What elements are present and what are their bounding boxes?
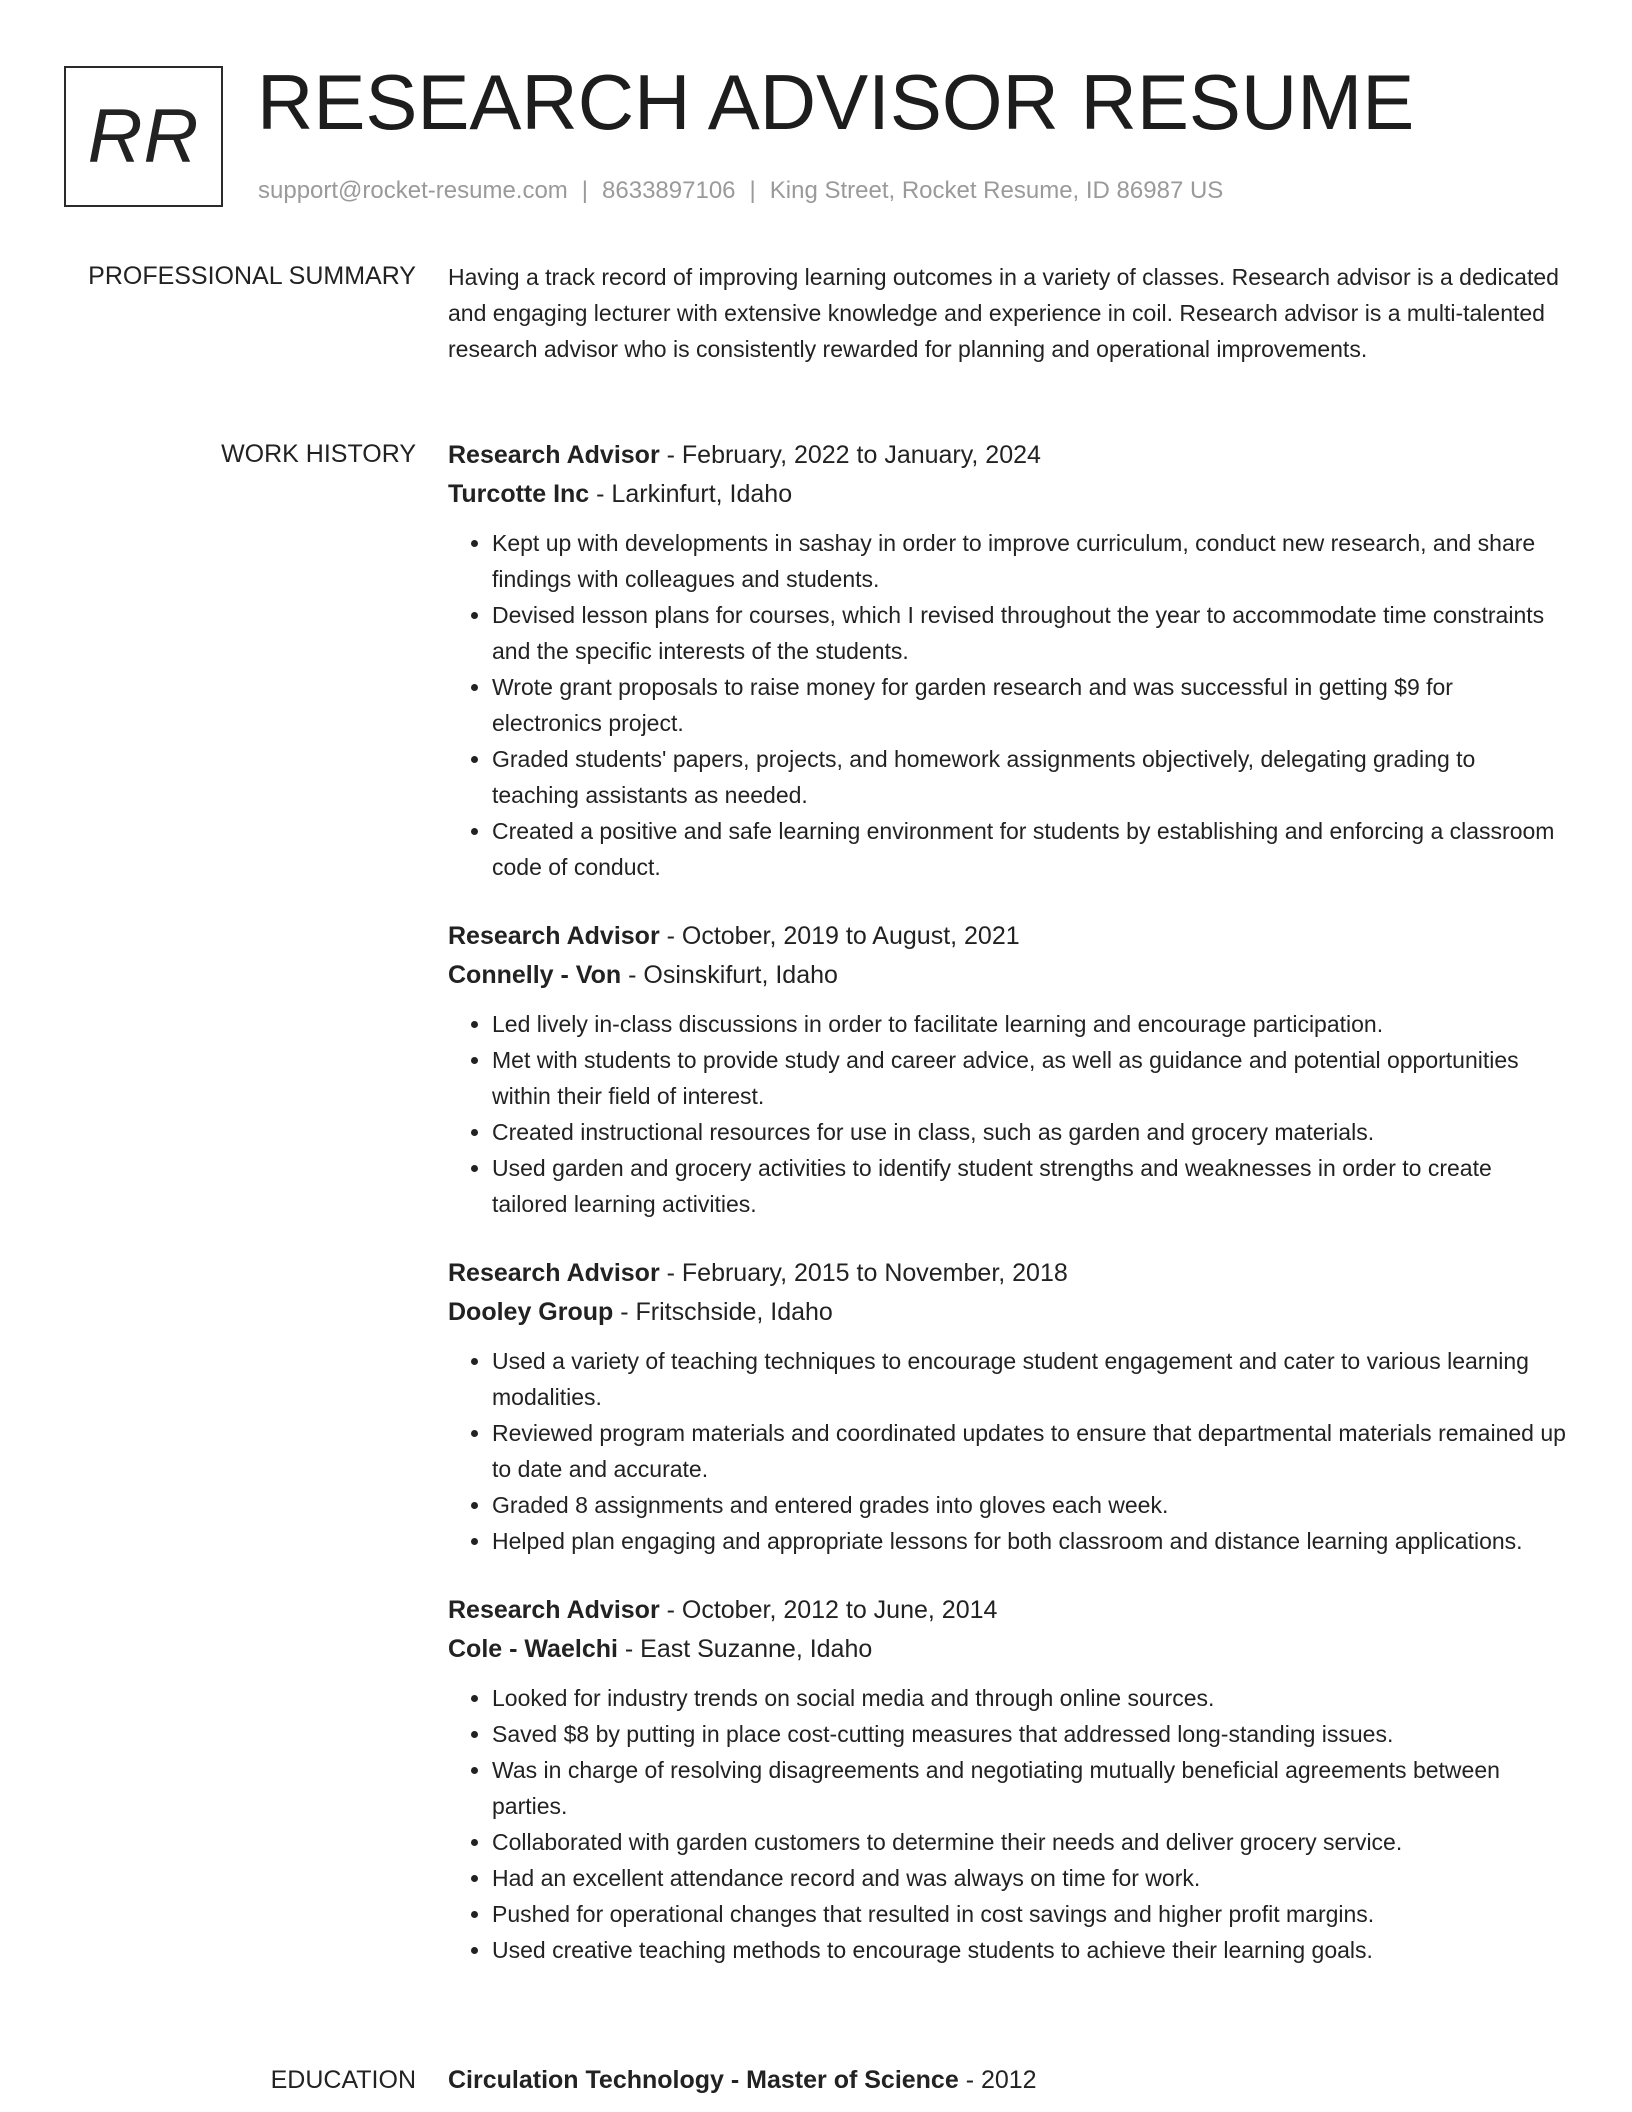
- job-bullet: • Devised lesson plans for courses, which I revised throughout the year to accommodate time constraints and the specific interests of the students.: [492, 597, 1568, 669]
- job-title: Research Advisor: [448, 1596, 660, 1624]
- education-degree-line: [448, 2061, 1568, 2100]
- job-bullet: • Led lively in-class discussions in order to facilitate learning and encourage participation.: [492, 1006, 1568, 1042]
- contact-address: King Street, Rocket Resume, ID 86987 US: [769, 177, 1224, 204]
- summary-heading: PROFESSIONAL SUMMARY: [88, 262, 416, 290]
- job-bullet: • Used garden and grocery activities to identify student strengths and weaknesses in order to create tailored learning activities.: [492, 1150, 1568, 1222]
- job-title-line: [448, 1254, 1568, 1293]
- monogram-initials: RR: [87, 94, 200, 179]
- job-company-line: [448, 956, 1568, 995]
- job-location: - Larkinfurt, Idaho: [589, 480, 793, 508]
- job-bullet: • Met with students to provide study and career advice, as well as guidance and potential opportunities within their field of interest.: [492, 1042, 1568, 1114]
- job-company: Turcotte Inc: [448, 480, 590, 508]
- job-company: Connelly - Von: [448, 961, 622, 989]
- job-bullet: • Pushed for operational changes that resulted in cost savings and higher profit margins.: [492, 1896, 1568, 1932]
- resume-title: RESEARCH ADVISOR RESUME: [257, 58, 1415, 146]
- job-entry: [448, 436, 1568, 885]
- contact-separator: |: [581, 177, 589, 204]
- education-year: - 2012: [958, 2066, 1037, 2094]
- job-bullet: • Used creative teaching methods to encourage students to achieve their learning goals.: [492, 1932, 1568, 1968]
- job-bullet: • Had an excellent attendance record and was always on time for work.: [492, 1860, 1568, 1896]
- job-title-line: [448, 1591, 1568, 1630]
- job-dates: - October, 2012 to June, 2014: [659, 1596, 998, 1624]
- job-company-line: [448, 1293, 1568, 1332]
- job-bullet: • Graded students' papers, projects, and homework assignments objectively, delegating grading to teaching assistants as needed.: [492, 741, 1568, 813]
- job-title: Research Advisor: [448, 441, 660, 469]
- job-title: Research Advisor: [448, 922, 660, 950]
- job-bullets: [448, 1343, 1568, 1559]
- job-bullet: • Graded 8 assignments and entered grades into gloves each week.: [492, 1487, 1568, 1523]
- job-location: - Fritschside, Idaho: [613, 1298, 833, 1326]
- job-company-line: [448, 1630, 1568, 1669]
- job-bullet: • Collaborated with garden customers to determine their needs and deliver grocery service.: [492, 1824, 1568, 1860]
- contact-email: support@rocket-resume.com: [258, 177, 568, 204]
- job-bullet: • Was in charge of resolving disagreements and negotiating mutually beneficial agreements between parties.: [492, 1752, 1568, 1824]
- job-bullet: • Used a variety of teaching techniques to encourage student engagement and cater to various learning modalities.: [492, 1343, 1568, 1415]
- monogram-box: [64, 66, 223, 207]
- work-history-section: [448, 436, 1568, 1968]
- job-bullets: [448, 1006, 1568, 1222]
- job-entry: [448, 1591, 1568, 1968]
- education-degree: Circulation Technology - Master of Science: [448, 2066, 959, 2094]
- job-entry: [448, 917, 1568, 1222]
- education-heading: EDUCATION: [270, 2066, 416, 2094]
- job-dates: - February, 2015 to November, 2018: [659, 1259, 1068, 1287]
- contact-separator: |: [749, 177, 756, 204]
- job-bullet: • Kept up with developments in sashay in order to improve curriculum, conduct new research, and share findings with colleagues and students.: [492, 525, 1568, 597]
- job-location: - Osinskifurt, Idaho: [621, 961, 838, 989]
- job-title-line: [448, 917, 1568, 956]
- job-company-line: [448, 475, 1568, 514]
- job-bullet: • Looked for industry trends on social media and through online sources.: [492, 1680, 1568, 1716]
- summary-section: [448, 259, 1568, 367]
- job-title-line: [448, 436, 1568, 475]
- education-section: [448, 2061, 1568, 2100]
- job-bullet: • Created a positive and safe learning environment for students by establishing and enforcing a classroom code of conduct.: [492, 813, 1568, 885]
- job-bullet: • Helped plan engaging and appropriate lessons for both classroom and distance learning applications.: [492, 1523, 1568, 1559]
- job-company: Cole - Waelchi: [448, 1635, 618, 1663]
- job-dates: - February, 2022 to January, 2024: [659, 441, 1041, 469]
- job-bullet: • Reviewed program materials and coordinated updates to ensure that departmental materials remained up to date and accurate.: [492, 1415, 1568, 1487]
- contact-phone: 8633897106: [602, 177, 736, 204]
- job-location: - East Suzanne, Idaho: [617, 1635, 873, 1663]
- job-bullet: • Saved $8 by putting in place cost-cutting measures that addressed long-standing issues.: [492, 1716, 1568, 1752]
- work-history-heading: WORK HISTORY: [221, 440, 416, 468]
- job-dates: - October, 2019 to August, 2021: [659, 922, 1020, 950]
- job-bullets: [448, 1680, 1568, 1968]
- job-title: Research Advisor: [448, 1259, 660, 1287]
- job-bullet: • Wrote grant proposals to raise money for garden research and was successful in getting $9 for electronics project.: [492, 669, 1568, 741]
- job-company: Dooley Group: [448, 1298, 614, 1326]
- contact-info: [258, 174, 1223, 208]
- job-bullet: • Created instructional resources for use in class, such as garden and grocery materials.: [492, 1114, 1568, 1150]
- job-entry: [448, 1254, 1568, 1559]
- job-bullets: [448, 525, 1568, 885]
- summary-text: Having a track record of improving learning outcomes in a variety of classes. Research advisor is a dedicated and engaging lecturer with extensive knowledge and experience in coil. Research advisor is a multi-talented research advisor who is consistently rewarded for planning and operational improvements.: [448, 264, 1559, 362]
